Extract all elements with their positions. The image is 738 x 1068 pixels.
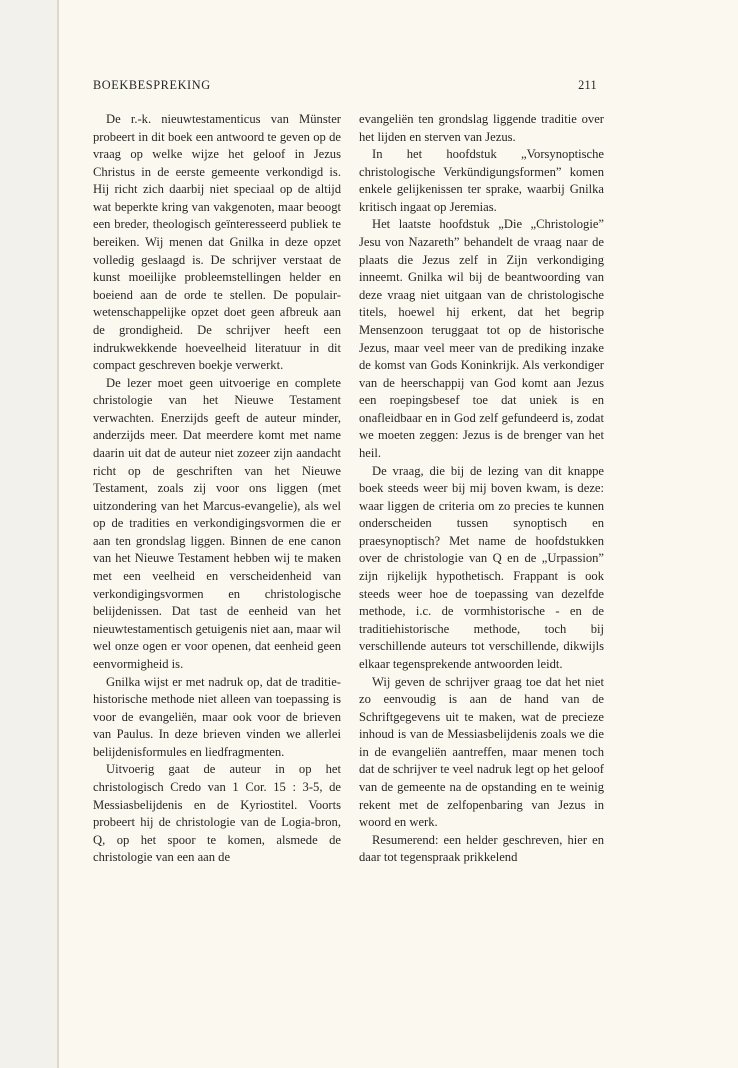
page-binding-line xyxy=(57,0,59,1068)
section-title: BOEKBESPREKING xyxy=(93,78,211,92)
right-column xyxy=(359,111,604,867)
page-edge-strip xyxy=(0,0,57,1068)
paragraph-continuation: evangeliën ten grondslag liggende traditie over het lijden en sterven van Jezus. xyxy=(359,112,604,144)
left-column xyxy=(93,111,341,867)
paragraph: Het laatste hoofdstuk „Die „Christologie” Jesu von Nazareth” behandelt de vraag naar de plaats die Jezus zelf in Zijn verkondiging inneemt. Gnilka wil bij de beantwoording van deze vraag niet uitgaan van de christologische titels, hoewel hij erkent, dat het begrip Mensenzoon teruggaat tot op de historische Jezus, maar veel meer van de prediking inzake de komst van Gods Koninkrijk. Als verkondiger van de heerschappij van God komt aan Jezus een roepingsbesef toe dat uniek is en onafleidbaar en in God zelf gefundeerd is, zodat we moeten zeggen: Jezus is de brenger van het heil. xyxy=(359,217,604,460)
paragraph: In het hoofdstuk „Vorsynoptische christologische Verkündigungsformen” komen enkele gelijkenissen ter sprake, waarbij Gnilka kritisch ingaat op Jeremias. xyxy=(359,147,604,214)
running-header xyxy=(93,78,597,96)
paragraph: Uitvoerig gaat de auteur in op het christologisch Credo van 1 Cor. 15 : 3-5, de Messiasbelijdenis en de Kyriostitel. Voorts probeert hij de christologie van de Logia-bron, Q, op het spoor te komen, alsmede de christologie van een aan de xyxy=(93,762,341,865)
page-number: 211 xyxy=(578,78,597,92)
paragraph: Wij geven de schrijver graag toe dat het niet zo eenvoudig is aan de hand van de Schriftgegevens uit te maken, wat de precieze inhoud is van de Messiasbelijdenis zoals we die in de evangeliën aantreffen, maar menen toch dat de schrijver te veel nadruk legt op het geloof van de gemeente na de opstanding en te weinig rekent met de zelfopenbaring van Jezus in woord en werk. xyxy=(359,674,604,830)
paragraph: Resumerend: een helder geschreven, hier en daar tot tegenspraak prikkelend xyxy=(359,832,604,865)
paragraph: De vraag, die bij de lezing van dit knappe boek steeds weer bij mij boven kwam, is deze: waar liggen de criteria om zo precies te kunnen onderscheiden tussen synoptisch en praesynoptisch? Met name de hoofdstukken over de christologie van Q en de „Urpassion” zijn rijkelijk hypothetisch. Frappant is ook steeds weer hoe de toepassing van dezelfde methode, i.c. de vormhistorische - en de traditiehistorische methode, toch bij verschillende auteurs tot verschillende, dikwijls elkaar tegensprekende antwoorden leidt. xyxy=(359,463,604,671)
paragraph: De r.-k. nieuwtestamenticus van Münster probeert in dit boek een antwoord te geven op de vraag op welke wijze het geloof in Jezus Christus in de eerste gemeente verkondigd is. Hij richt zich daarbij niet speciaal op de altijd wat beperkte kring van vakgenoten, maar beoogt een breder, theologisch geïnteresseerd publiek te bereiken. Wij menen dat Gnilka in deze opzet volledig geslaagd is. De schrijver verstaat de kunst moeilijke probleemstellingen helder en boeiend aan de orde te stellen. De populair-wetenschappelijke opzet doet geen afbreuk aan de grondigheid. De schrijver heeft een indrukwekkende hoeveelheid literatuur in dit compact geschreven boekje verwerkt. xyxy=(93,112,341,373)
paragraph: De lezer moet geen uitvoerige en complete christologie van het Nieuwe Testament verwachten. Enerzijds geeft de auteur minder, anderzijds meer. Dat meerdere komt met name daarin uit dat de auteur niet zozeer zijn aandacht richt op de geschriften van het Nieuwe Testament, zoals zij voor ons liggen (met uitzondering van het Marcus-evangelie), als wel op de tradities en verkondigingsvormen die er aan ten grondslag liggen. Binnen de ene canon van het Nieuwe Testament hebben wij te maken met een veelheid en verscheidenheid van verkondigingsvormen en christologische belijdenissen. Dat tast de eenheid van het nieuwtestamentisch getuigenis niet aan, maar wil wel onze ogen er voor openen, dat eenheid geen eenvormigheid is. xyxy=(93,375,341,671)
paragraph: Gnilka wijst er met nadruk op, dat de traditie-historische methode niet alleen van toepassing is voor de evangeliën, maar ook voor de brieven van Paulus. In deze brieven vinden we allerlei belijdenisformules en liedfragmenten. xyxy=(93,674,341,759)
